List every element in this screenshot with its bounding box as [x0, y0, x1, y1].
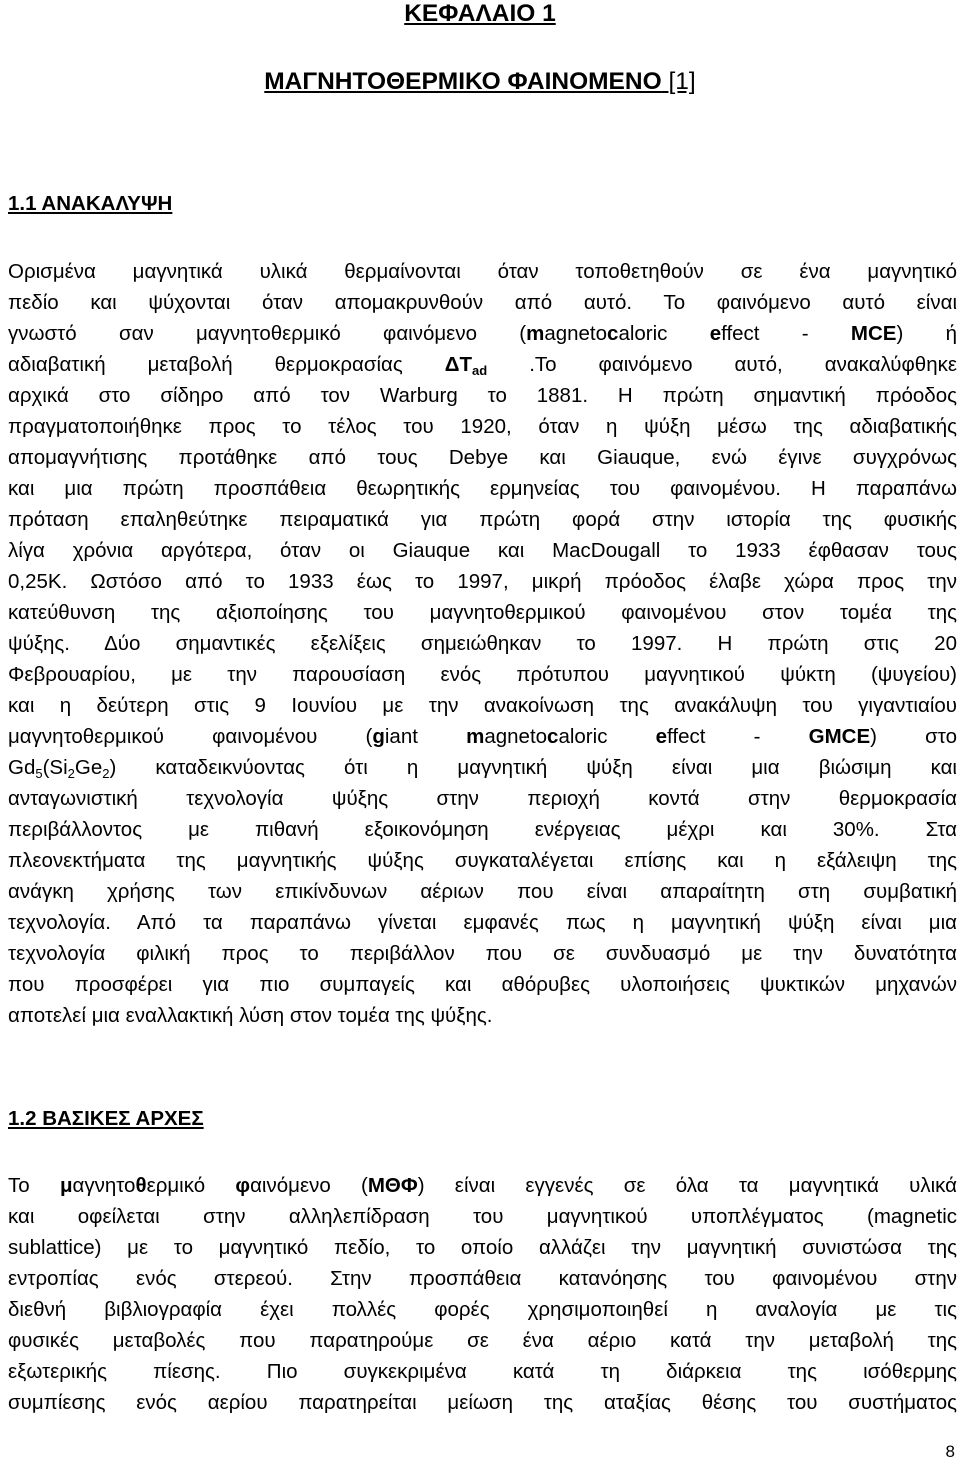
- text-line: αδιαβατική μεταβολή θερμοκρασίας $\Delta T_{ad}$ .Το φαινόμενο αυτό, ανακαλύφθηκε: [8, 353, 957, 378]
- text-line: πεδίο και ψύχονται όταν απομακρυνθούν από αυτό. Το φαινόμενο αυτό είναι: [8, 291, 957, 314]
- text-line: αρχικά στο σίδηρο από τον Warburg το 1881. Η πρώτη σημαντική πρόοδος: [8, 384, 957, 407]
- chapter-reference: [1]: [668, 68, 696, 95]
- section-heading-discovery: 1.1 ΑΝΑΚΑΛΥΨΗ: [8, 192, 173, 215]
- text-line: τεχνολογία. Από τα παραπάνω γίνεται εμφανές πως η μαγνητική ψύξη είναι μια: [8, 911, 957, 934]
- text-line: εντροπίας ενός στερεού. Στην προσπάθεια κατανόησης του φαινομένου στην: [8, 1267, 957, 1290]
- text-line: απομαγνήτισης προτάθηκε από τους Debye και Giauque, ενώ έγινε συγχρόνως: [8, 446, 957, 469]
- text-line: Ορισμένα μαγνητικά υλικά θερμαίνονται όταν τοποθετηθούν σε ένα μαγνητικό: [8, 260, 957, 283]
- text-line: ψύξης. Δύο σημαντικές εξελίξεις σημειώθηκαν το 1997. Η πρώτη στις 20: [8, 632, 957, 655]
- text-line: κατεύθυνση της αξιοποίησης του μαγνητοθερμικού φαινομένου στον τομέα της: [8, 601, 957, 624]
- chapter-title-text: ΜΑΓΝΗΤΟΘΕΡΜΙΚΟ ΦΑΙΝΟΜΕΝΟ: [264, 68, 662, 95]
- chapter-title: [0, 68, 960, 96]
- text-line: διεθνή βιβλιογραφία έχει πολλές φορές χρησιμοποιηθεί η αναλογία με τις: [8, 1298, 957, 1321]
- page-number: 8: [945, 1442, 955, 1461]
- text-line: και οφείλεται στην αλληλεπίδραση του μαγνητικού υποπλέγματος (magnetic: [8, 1205, 957, 1228]
- text-line: συμπίεσης ενός αερίου παρατηρείται μείωση της αταξίας θέσης του συστήματος: [8, 1391, 957, 1414]
- text-line: φυσικές μεταβολές που παρατηρούμε σε ένα αέριο κατά την μεταβολή της: [8, 1329, 957, 1352]
- text-line: αποτελεί μια εναλλακτική λύση στον τομέα της ψύξης.: [8, 1004, 493, 1027]
- text-line: Φεβρουαρίου, με την παρουσίαση ενός πρότυπου μαγνητικού ψύκτη (ψυγείου): [8, 663, 957, 686]
- mtf-abbreviation: ΜΘΦ: [367, 1174, 418, 1197]
- delta-t-symbol: $\Delta T_{ad}$: [444, 353, 488, 378]
- text-line: εξωτερικής πίεσης. Πιο συγκεκριμένα κατά τη διάρκεια της ισόθερμης: [8, 1360, 957, 1383]
- text-line: sublattice) με το μαγνητικό πεδίο, το οποίο αλλάζει την μαγνητική συνιστώσα της: [8, 1236, 957, 1259]
- text-line: γνωστό σαν μαγνητοθερμικό φαινόμενο (magnetocaloric effect - MCE) ή: [8, 322, 957, 345]
- text-line: και η δεύτερη στις 9 Ιουνίου με την ανακοίνωση της ανακάλυψη του γιγαντιαίου: [8, 694, 957, 717]
- text-line: μαγνητοθερμικού φαινομένου (giant magnetocaloric effect - GMCE) στο: [8, 725, 958, 748]
- text-line: 0,25K. Ωστόσο από το 1933 έως το 1997, μικρή πρόοδος έλαβε χώρα προς την: [8, 570, 957, 593]
- text-line: $Gd_5(Si_2Ge_2)$ καταδεικνύοντας ότι η μαγνητική ψύξη είναι μια βιώσιμη και: [8, 756, 957, 781]
- gmce-abbreviation: GMCE: [808, 725, 871, 748]
- text-line: τεχνολογία φιλική προς το περιβάλλον που σε συνδυασμό με την δυνατότητα: [8, 942, 957, 965]
- text-line: ανταγωνιστική τεχνολογία ψύξης στην περιοχή κοντά στην θερμοκρασία: [8, 787, 957, 810]
- paragraph-basic-principles: [8, 1170, 957, 1418]
- text-line: πλεονεκτήματα της μαγνητικής ψύξης συγκαταλέγεται επίσης και η εξάλειψη της: [8, 849, 957, 872]
- text-line: πραγματοποιήθηκε προς το τέλος του 1920, όταν η ψύξη μέσω της αδιαβατικής: [8, 415, 957, 438]
- text-line: πρόταση επαληθεύτηκε πειραματικά για πρώτη φορά στην ιστορία της φυσικής: [8, 508, 957, 531]
- section-heading-basic-principles: 1.2 ΒΑΣΙΚΕΣ ΑΡΧΕΣ: [8, 1107, 204, 1130]
- mce-abbreviation: MCE: [850, 322, 897, 345]
- chemical-formula: $Gd_5(Si_2Ge_2$: [8, 756, 110, 781]
- text-line: που προσφέρει για πιο συμπαγείς και αθόρυβες υλοποιήσεις ψυκτικών μηχανών: [8, 973, 957, 996]
- text-line: και μια πρώτη προσπάθεια θεωρητικής ερμηνείας του φαινομένου. Η παραπάνω: [8, 477, 957, 500]
- text-line: περιβάλλοντος με πιθανή εξοικονόμηση ενέργειας μέχρι και 30%. Στα: [8, 818, 957, 841]
- text-line: ανάγκη χρήσης των επικίνδυνων αέριων που είναι απαραίτητη στη συμβατική: [8, 880, 957, 903]
- paragraph-discovery: [8, 256, 957, 1031]
- chapter-heading: ΚΕΦΑΛΑΙΟ 1: [404, 0, 556, 27]
- text-line: λίγα χρόνια αργότερα, όταν οι Giauque και MacDougall το 1933 έφθασαν τους: [8, 539, 957, 562]
- text-line: Το μαγνητοθερμικό φαινόμενο (ΜΘΦ) είναι εγγενές σε όλα τα μαγνητικά υλικά: [8, 1174, 958, 1197]
